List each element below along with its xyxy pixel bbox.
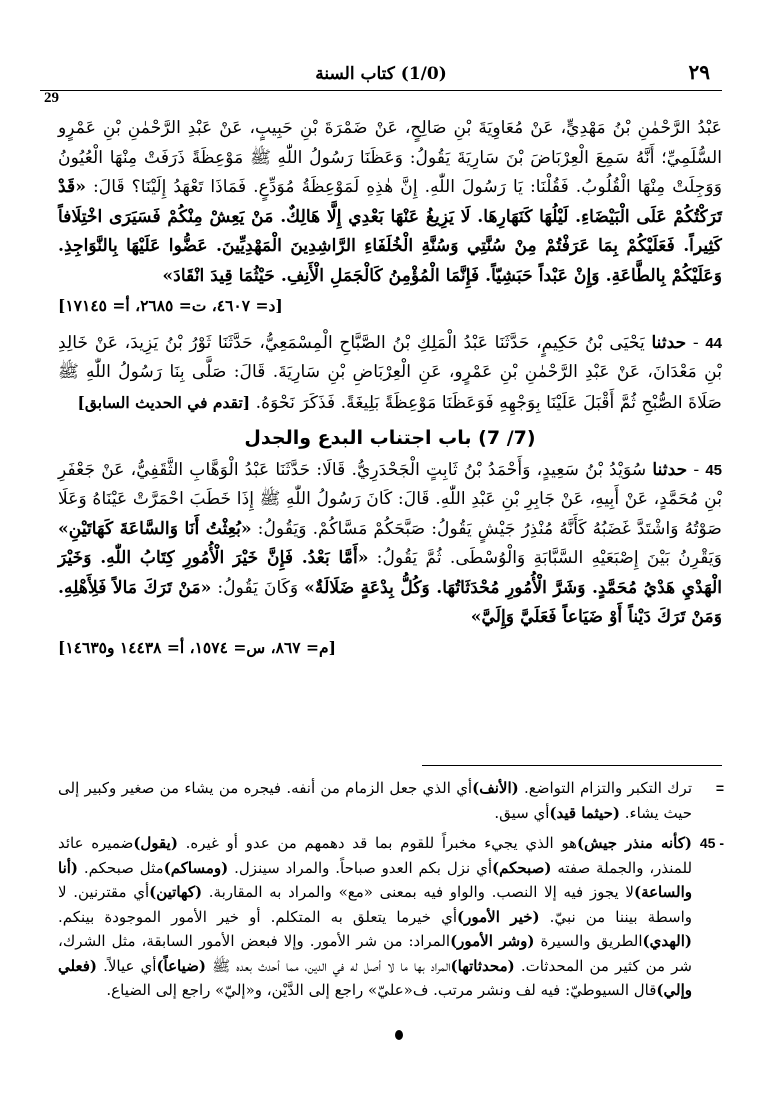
hadith-43-reference: [د= ٤٦٠٧، ت= ٢٦٨٥، أ= ١٧١٤٥] — [58, 296, 283, 315]
footnote-mark: 45 - — [699, 835, 724, 851]
footnote-term: (الأنف) — [472, 779, 519, 797]
hadith-44-reference: [تقدم في الحديث السابق] — [77, 392, 251, 412]
footnote-text: ضميره عائد للمنذر، والجملة صفته — [58, 834, 693, 877]
footnote-text: الطريق والسيرة — [534, 932, 643, 950]
footnote-term: (كهاتين) — [149, 883, 203, 901]
hadith-45-text-d: «أَمَّا بَعْدُ. فَإِنَّ خَيْرَ الْأُمُورِ كِتَابُ اللّٰهِ. وَخَيْرَ الْهَدْيِ هَدْيُ مُحَمَّدٍ. وَشَرَّ الْأُمُورِ مُحْدَثَاتُهَا. وَكُلُّ بِدْعَةٍ ضَلَالَةٌ» — [58, 548, 723, 598]
running-header — [40, 54, 722, 91]
hadith-45-lead: حدثنا — [652, 459, 688, 480]
footnote-text: أي الذي جعل الزمام من أنفه. فيجره من يشاء من صغير وكبير إلى حيث يشاء. — [58, 779, 692, 822]
footnote-term: (يقول) — [133, 834, 178, 852]
hadith-44-number: 44 — [705, 334, 722, 352]
footnote-term: (خير الأمور) — [457, 907, 540, 926]
page-number-latin: 29 — [44, 90, 59, 106]
hadith-44-text: يَحْيَى بْنُ حَكِيمٍ، حَدَّثَنَا عَبْدُ الْمَلِكِ بْنُ الصَّبَّاحِ الْمِسْمَعِيُّ، حَدَّثَنَا ثَوْرُ بْنُ يَزِيدَ، عَنْ خَالِدِ بْنِ مَعْدَانَ، عَنْ عَبْدِ الرَّحْمٰنِ بْنِ عَمْرٍو، عَنِ الْعِرْبَاضِ بْنِ سَارِيَةَ. قَالَ: صَلَّى بِنَا رَسُولُ اللّٰهِ ﷺ صَلَاةَ الصُّبْحِ ثُمَّ أَقْبَلَ عَلَيْنَا بِوَجْهِهِ فَوَعَظَنَا مَوْعِظَةً بَلِيغَةً. فَذَكَرَ نَحْوَهُ. — [58, 332, 722, 413]
main-text — [58, 114, 722, 662]
chapter-heading: (7/ 7) باب اجتناب البدع والجدل — [244, 427, 536, 449]
footnote-continuation — [58, 776, 722, 825]
footnote-text: قال السيوطيّ: فيه لف ونشر مرتب. ف«عليّ» راجع إلى الدَّيْن، و«إليّ» راجع إلى الضياع. — [106, 981, 657, 999]
footnote-term: (كأنه منذر جيش) — [577, 834, 692, 852]
footnote-text: لا يجوز فيه إلا النصب. والواو فيه بمعنى «مع» والمراد به المقاربة. — [202, 883, 634, 901]
footnote-body — [58, 834, 692, 999]
hadith-45-number: 45 — [705, 461, 722, 479]
footnote-text: أي نزل بكم العدو صباحاً. والمراد سينزل. — [228, 858, 493, 877]
footnote-text: مثل صبحكم. — [78, 858, 164, 877]
footnote-body — [58, 779, 692, 822]
footnote-text: المراد: من شر الأمور. وإلا فبعض الأمور السابقة، مثل الشرك، شر من كثير من المحدثات. — [58, 932, 692, 975]
hadith-43-text-a: عَبْدُ الرَّحْمٰنِ بْنُ مَهْدِيٍّ، عَنْ مُعَاوِيَةَ بْنِ صَالِحٍ، عَنْ ضَمْرَةَ بْنِ حَبِيبٍ، عَنْ عَبْدِ الرَّحْمٰنِ بْنِ عَمْرٍو السُّلَمِيِّ؛ أَنَّهُ سَمِعَ الْعِرْبَاضَ بْنَ سَارِيَةَ يَقُولُ: وَعَظَنَا رَسُولُ اللّٰهِ ﷺ مَوْعِظَةً ذَرَفَتْ مِنْهَا الْعُيُونُ وَوَجِلَتْ مِنْهَا الْقُلُوبُ. فَقُلْنَا: يَا رَسُولَ اللّٰهِ. إِنَّ هٰذِهِ لَمَوْعِظَةُ مُوَدِّعٍ. فَمَاذَا تَعْهَدُ إِلَيْنَا؟ قَالَ: — [58, 118, 723, 197]
footnote-divider — [422, 765, 722, 766]
footnote-term: (أنا والساعة) — [58, 858, 692, 901]
footnote-term: (محدثاتها) — [450, 956, 515, 975]
footnote-text: أي عيالاً. — [96, 956, 157, 975]
footnote-text: هو الذي يجيء مخبراً للقوم بما قد دهمهم من عدو أو غيره. — [177, 834, 578, 852]
hadith-43-text-b: «قَدْ تَرَكْتُكُمْ عَلَى الْبَيْضَاءِ. لَيْلُهَا كَنَهَارِهَا. لَا يَزِيغُ عَنْهَا بَعْدِي إِلَّا هَالِكٌ. مَنْ يَعِشْ مِنْكُمْ فَسَيَرَى اخْتِلَافاً كَثِيراً. فَعَلَيْكُمْ بِمَا عَرَفْتُمْ مِنْ سُنَّتِي وَسُنَّةِ الْخُلَفَاءِ الرَّاشِدِينَ الْمَهْدِيِّينَ. عَضُّوا عَلَيْهَا بِالنَّوَاجِذِ. وَعَلَيْكُمْ بِالطَّاعَةِ. وَإِنْ عَبْداً حَبَشِيّاً. فَإِنَّمَا الْمُؤْمِنُ كَالْجَمَلِ الْأَنِفِ. حَيْثُمَا قِيدَ انْقَادَ» — [58, 177, 722, 286]
footnote-text: أي مقترنين. لا واسطة بيننا من نبيّ. — [58, 883, 692, 926]
page-mark-dot — [395, 1030, 403, 1040]
running-title: (1/0) كتاب السنة — [315, 64, 447, 84]
footnote-term: (حيثما قيد) — [549, 803, 620, 822]
hadith-45-text-c: وَيَقْرِنُ بَيْنَ إِصْبَعَيْهِ السَّبَّابَةِ وَالْوُسْطَى. ثُمَّ يَقُولُ: — [376, 548, 722, 568]
footnote-45 — [58, 831, 722, 1003]
footnote-term: (صبحكم) — [492, 858, 552, 877]
footnotes — [58, 776, 722, 1009]
footnote-term: (وشر الأمور) — [450, 932, 535, 950]
hadith-44: 44 - حدثنا يَحْيَى بْنُ حَكِيمٍ، حَدَّثَنَا عَبْدُ الْمَلِكِ بْنُ الصَّبَّاحِ الْمِسْمَعِيُّ، حَدَّثَنَا ثَوْرُ بْنُ يَزِيدَ، عَنْ خَالِدِ بْنِ مَعْدَانَ، عَنْ عَبْدِ الرَّحْمٰنِ بْنِ عَمْرٍو، عَنِ الْعِرْبَاضِ بْنِ سَارِيَةَ. قَالَ: صَلَّى بِنَا رَسُولُ اللّٰهِ ﷺ صَلَاةَ الصُّبْحِ ثُمَّ أَقْبَلَ عَلَيْنَا بِوَجْهِهِ فَوَعَظَنَا مَوْعِظَةً بَلِيغَةً. فَذَكَرَ نَحْوَهُ. [تقدم في الحديث السابق] — [58, 332, 722, 413]
hadith-45-text-b: «بُعِثْتُ أَنَا وَالسَّاعَةَ كَهَاتَيْنِ» — [58, 518, 252, 539]
footnote-mark: = — [715, 780, 724, 796]
footnote-term: (فعلي وإلي) — [58, 956, 692, 999]
footnote-text: أي سيق. — [494, 803, 550, 822]
footnote-term: (ضياعاً) — [156, 956, 206, 975]
hadith-45-text-f: «مَنْ تَرَكَ مَالاً فَلِأَهْلِهِ. وَمَنْ تَرَكَ دَيْناً أَوْ ضَيَاعاً فَعَلَيَّ وَإِلَيَّ» — [58, 577, 722, 627]
footnote-text: ترك التكبر والتزام التواضع. — [518, 779, 692, 797]
hadith-45-text-e: وَكَانَ يَقُولُ: — [217, 577, 299, 598]
hadith-44-lead: حدثنا — [651, 332, 687, 353]
footnote-text: المراد بها ما لا أصل له في الدين، مما أحدث بعده ﷺ — [206, 956, 451, 975]
hadith-45-reference: [م= ٨٦٧، س= ١٥٧٤، أ= ١٤٤٣٨ و١٤٦٣٥] — [58, 637, 336, 657]
page-number-arabic: ٢٩ — [688, 60, 710, 84]
footnote-text: أي خيرما يتعلق به المتكلم. أو خير الأمور الموجودة بينكم. — [58, 907, 458, 926]
hadith-43-continuation — [58, 114, 722, 321]
footnote-term: (ومساكم) — [163, 858, 229, 877]
hadith-45-text-a: سُوَيْدُ بْنُ سَعِيدٍ، وَأَحْمَدُ بْنُ ثَابِتٍ الْجَحْدَرِيُّ. قَالَا: حَدَّثَنَا عَبْدُ الْوَهَّابِ الثَّقَفِيُّ، عَنْ جَعْفَرِ بْنِ مُحَمَّدٍ، عَنْ أَبِيهِ، عَنْ جَابِرِ بْنِ عَبْدِ اللّٰهِ. قَالَ: كَانَ رَسُولُ اللّٰهِ ﷺ إِذَا خَطَبَ احْمَرَّتْ عَيْنَاهُ وَعَلَا صَوْتُهُ وَاشْتَدَّ غَضَبُهُ كَأَنَّهُ مُنْذِرُ جَيْشٍ يَقُولُ: صَبَّحَكُمْ مَسَّاكُمْ. وَيَقُولُ: — [58, 459, 723, 539]
hadith-45: 45 - حدثنا سُوَيْدُ بْنُ سَعِيدٍ، وَأَحْمَدُ بْنُ ثَابِتٍ الْجَحْدَرِيُّ. قَالَا: حَدَّثَنَا عَبْدُ الْوَهَّابِ الثَّقَفِيُّ، عَنْ جَعْفَرِ بْنِ مُحَمَّدٍ، عَنْ أَبِيهِ، عَنْ جَابِرِ بْنِ عَبْدِ اللّٰهِ. قَالَ: كَانَ رَسُولُ اللّٰهِ ﷺ إِذَا خَطَبَ احْمَرَّتْ عَيْنَاهُ وَعَلَا صَوْتُهُ وَاشْتَدَّ غَضَبُهُ كَأَنَّهُ مُنْذِرُ جَيْشٍ يَقُولُ: صَبَّحَكُمْ مَسَّاكُمْ. وَيَقُولُ: «بُعِثْتُ أَنَا وَالسَّاعَةَ كَهَاتَيْنِ» وَيَقْرِنُ بَيْنَ إِصْبَعَيْهِ السَّبَّابَةِ وَالْوُسْطَى. ثُمَّ يَقُولُ: «أَمَّا بَعْدُ. فَإِنَّ خَيْرَ الْأُمُورِ كِتَابُ اللّٰهِ. وَخَيْرَ الْهَدْيِ هَدْيُ مُحَمَّدٍ. وَشَرَّ الْأُمُورِ مُحْدَثَاتُهَا. وَكُلُّ بِدْعَةٍ ضَلَالَةٌ» وَكَانَ يَقُولُ: «مَنْ تَرَكَ مَالاً فَلِأَهْلِهِ. وَمَنْ تَرَكَ دَيْناً أَوْ ضَيَاعاً فَعَلَيَّ وَإِلَيَّ» [م= ٨٦٧، س= ١٥٧٤، أ= ١٤٤٣٨ و١٤٦٣٥] — [58, 456, 722, 663]
footnote-term: (الهدي) — [642, 932, 692, 950]
